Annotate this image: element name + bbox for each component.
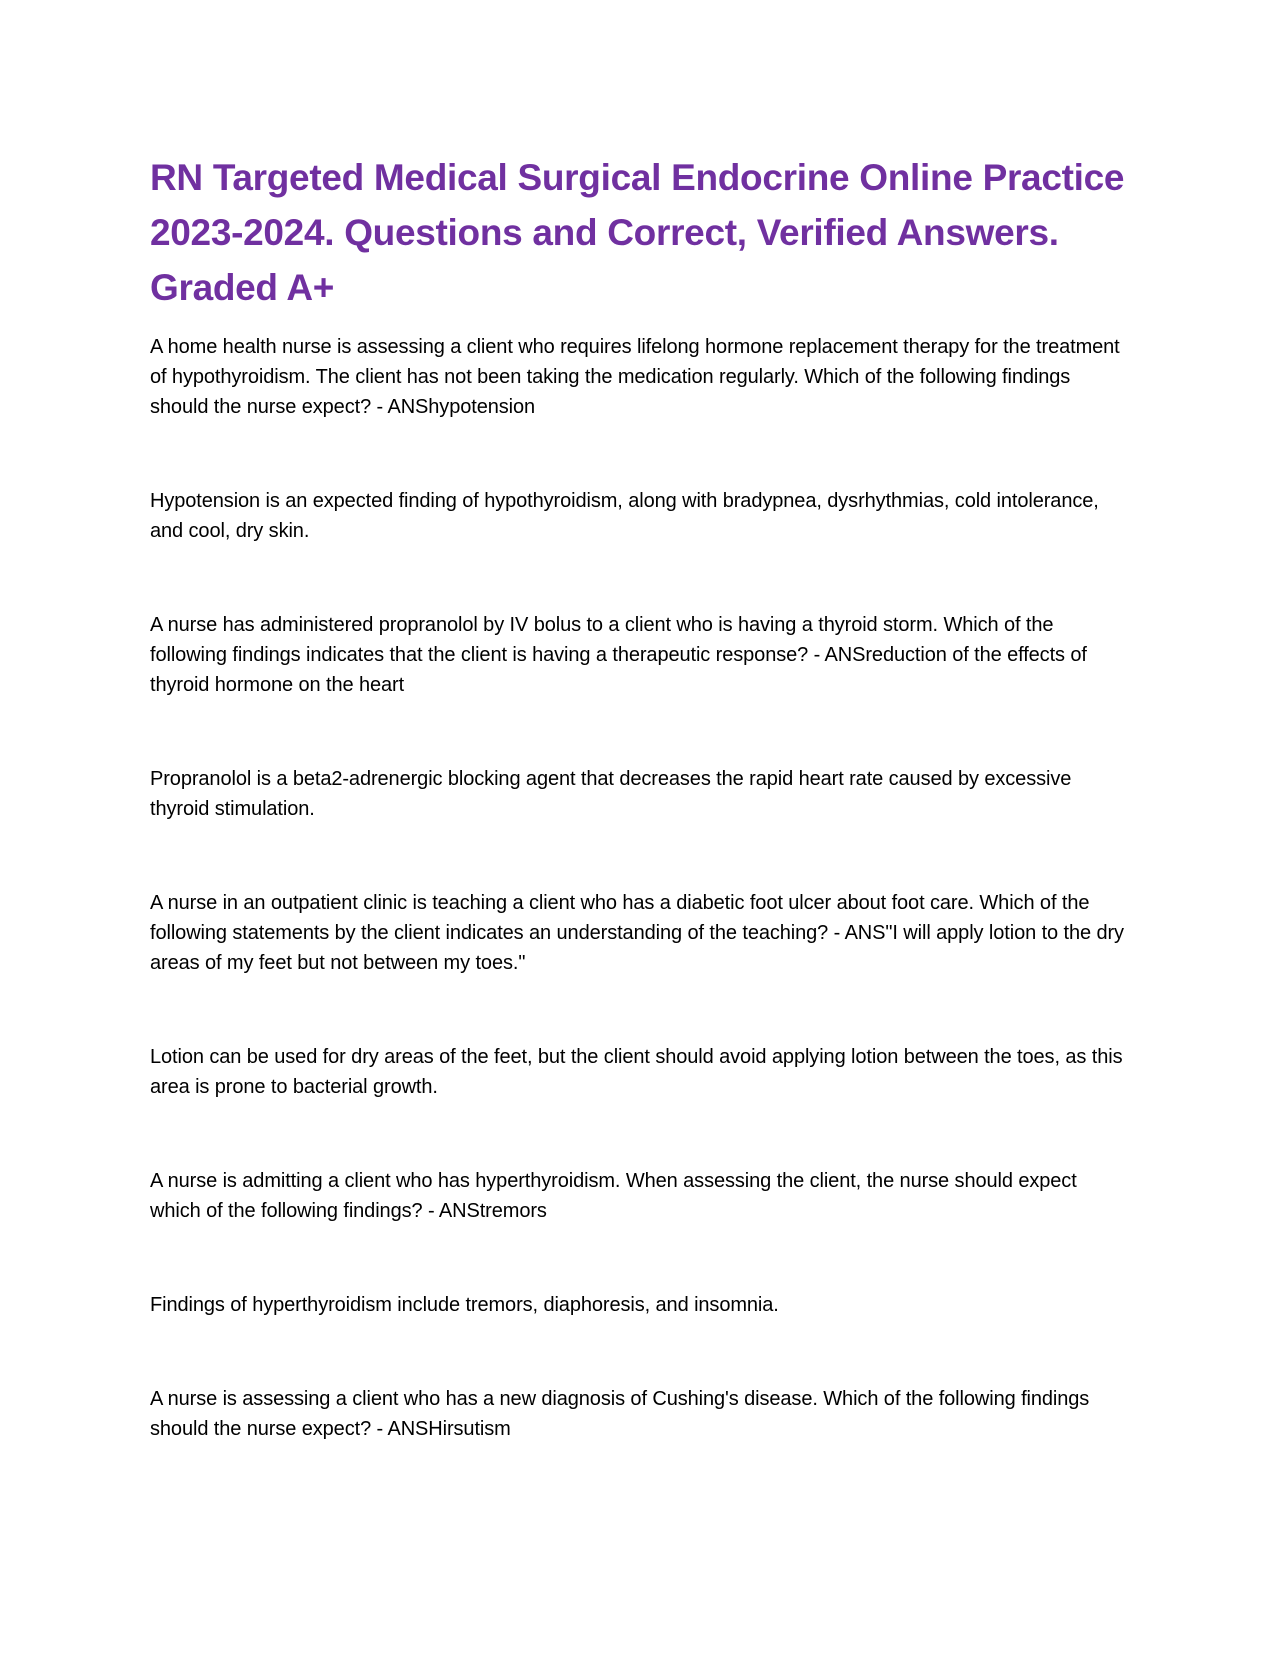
question-2: A nurse has administered propranolol by IV bolus to a client who is having a thyroid storm. Which of the following findings indicates that the client is having a therapeutic response? - ANSreduction of the effects of thyroid hormone on the heart <box>150 614 1087 696</box>
document-page <box>150 150 1130 1444</box>
spacer <box>150 1102 1130 1166</box>
spacer <box>150 700 1130 764</box>
spacer <box>150 978 1130 1042</box>
document-title: RN Targeted Medical Surgical Endocrine Online Practice 2023-2024. Questions and Correct, Verified Answers. Graded A+ <box>150 157 1125 308</box>
question-3: A nurse in an outpatient clinic is teaching a client who has a diabetic foot ulcer about foot care. Which of the following statements by the client indicates an understanding of the teaching? - ANS"I will apply lotion to the dry areas of my feet but not between my toes." <box>150 892 1124 974</box>
spacer <box>150 422 1130 486</box>
rationale-3: Lotion can be used for dry areas of the feet, but the client should avoid applying lotion between the toes, as this area is prone to bacterial growth. <box>150 1046 1123 1098</box>
rationale-4: Findings of hyperthyroidism include tremors, diaphoresis, and insomnia. <box>150 1294 779 1316</box>
rationale-1: Hypotension is an expected finding of hypothyroidism, along with bradypnea, dysrhythmias, cold intolerance, and cool, dry skin. <box>150 490 1099 542</box>
spacer <box>150 824 1130 888</box>
spacer <box>150 1226 1130 1290</box>
spacer <box>150 546 1130 610</box>
question-1: A home health nurse is assessing a client who requires lifelong hormone replacement therapy for the treatment of hypothyroidism. The client has not been taking the medication regularly. Which of the following findings should the nurse expect? - ANShypotension <box>150 336 1120 418</box>
rationale-2: Propranolol is a beta2-adrenergic blocking agent that decreases the rapid heart rate caused by excessive thyroid stimulation. <box>150 768 1072 820</box>
qa-list <box>150 332 1130 1444</box>
question-5: A nurse is assessing a client who has a new diagnosis of Cushing's disease. Which of the following findings should the nurse expect? - ANSHirsutism <box>150 1388 1090 1440</box>
question-4: A nurse is admitting a client who has hyperthyroidism. When assessing the client, the nurse should expect which of the following findings? - ANStremors <box>150 1170 1077 1222</box>
spacer <box>150 1320 1130 1384</box>
